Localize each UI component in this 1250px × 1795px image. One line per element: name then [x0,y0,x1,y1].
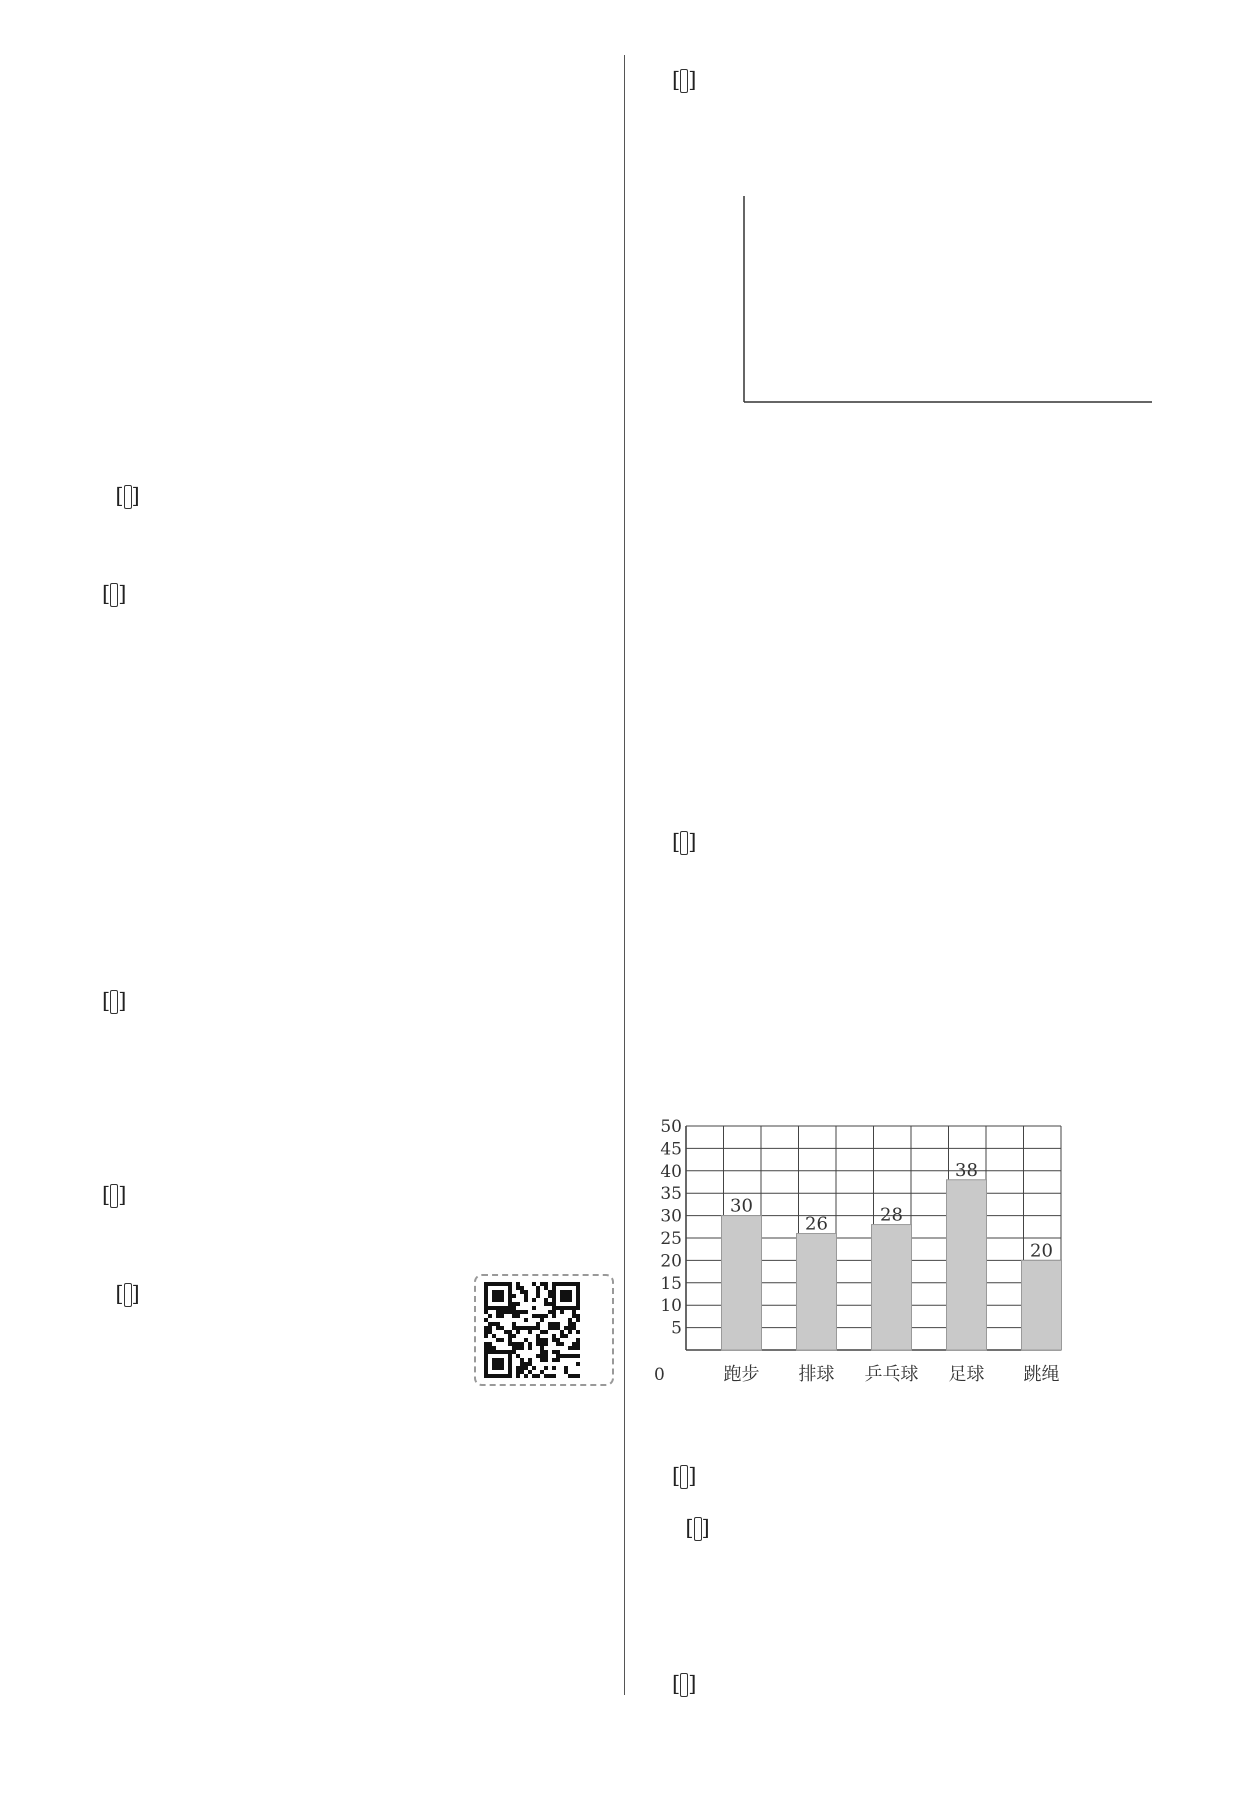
flower-icon [694,891,716,913]
r-q4-answer4-hint: [ ] [672,1672,697,1696]
qr-module [500,1326,504,1330]
qr-module [516,1330,520,1334]
qr-module [508,1330,512,1334]
r-q3-hint-line2 [694,888,716,916]
qr-module [484,1342,488,1346]
qr-module [484,1346,488,1350]
qr-module [516,1314,520,1318]
qr-code-box[interactable] [474,1274,614,1386]
r-q4-category: 排球 [798,1364,835,1385]
qr-module [524,1298,528,1302]
qr-module [536,1342,540,1346]
qr-module [508,1342,512,1346]
qr-module [572,1374,576,1378]
qr-module [516,1370,520,1374]
qr-module [544,1330,548,1334]
qr-module [564,1366,568,1370]
r-q4-chart-categories [724,1364,1060,1385]
r-q4-ytick: 40 [660,1161,682,1182]
r-q4-bar [872,1225,912,1350]
r-q4-category: 跳绳 [1023,1364,1060,1385]
q4-hint-line1: [ ] [102,989,127,1013]
qr-module [540,1342,544,1346]
qr-module [548,1322,552,1326]
hint-label [680,831,688,855]
qr-module [548,1290,552,1294]
qr-module [576,1342,580,1346]
qr-module [552,1326,556,1330]
r-q4-category: 跑步 [723,1364,760,1385]
r-q4-answer3-line1: [ ] [672,1516,710,1540]
qr-module [552,1314,556,1318]
qr-module [544,1366,548,1370]
r-q4-chart-yticks [654,1117,682,1385]
qr-module [548,1302,552,1306]
qr-code-icon [484,1282,580,1378]
qr-module [536,1354,540,1358]
qr-module [560,1310,564,1314]
qr-module [540,1354,544,1358]
qr-module [564,1370,568,1374]
qr-module [512,1334,516,1338]
qr-module [496,1322,500,1326]
qr-module [500,1310,504,1314]
hint-label [680,69,688,93]
qr-module [536,1314,540,1318]
qr-module [544,1298,548,1302]
qr-module [572,1354,576,1358]
hint-label [110,990,118,1014]
pictograph-chart [690,156,1170,440]
qr-module [512,1326,516,1330]
qr-module [568,1354,572,1358]
qr-finder-core [560,1290,572,1302]
qr-module [540,1338,544,1342]
qr-module [540,1346,544,1350]
r-q4-chart-bars [722,1160,1062,1350]
qr-module [576,1346,580,1350]
qr-module [524,1374,528,1378]
qr-module [540,1350,544,1354]
qr-module [484,1330,488,1334]
qr-module [560,1354,564,1358]
qr-module [500,1338,504,1342]
r-q4-bar-label: 28 [880,1204,903,1226]
qr-module [552,1310,556,1314]
qr-module [516,1366,520,1370]
qr-module [568,1322,572,1326]
qr-module [536,1338,540,1342]
r-q4-bar-label: 20 [1030,1240,1053,1262]
qr-module [512,1350,516,1354]
qr-module [532,1366,536,1370]
qr-module [532,1282,536,1286]
qr-module [524,1318,528,1322]
qr-module [556,1342,560,1346]
hint-label [110,583,118,607]
qr-module [552,1358,556,1362]
qr-module [524,1326,528,1330]
hint-label [110,1184,118,1208]
qr-module [512,1302,516,1306]
q3-answer1: [ ] [102,484,140,508]
qr-module [528,1330,532,1334]
qr-module [572,1326,576,1330]
qr-module [556,1350,560,1354]
qr-module [496,1310,500,1314]
r-q3-bar-chart [690,496,1170,802]
qr-module [516,1326,520,1330]
qr-module [504,1330,508,1334]
r-q4-ytick: 15 [660,1273,682,1294]
qr-module [524,1338,528,1342]
qr-module [496,1326,500,1330]
qr-module [544,1314,548,1318]
qr-module [564,1354,568,1358]
qr-module [520,1362,524,1366]
qr-module [548,1310,552,1314]
qr-module [532,1306,536,1310]
qr-module [512,1306,516,1310]
qr-module [512,1294,516,1298]
qr-module [516,1374,520,1378]
qr-module [488,1346,492,1350]
flower-icon [696,831,718,853]
qr-module [528,1370,532,1374]
qr-module [552,1374,556,1378]
qr-module [484,1310,488,1314]
qr-module [488,1322,492,1326]
qr-module [564,1326,568,1330]
r-q4-bar-label: 26 [805,1213,828,1235]
qr-module [536,1322,540,1326]
qr-module [544,1350,548,1354]
qr-module [576,1330,580,1334]
q4-answer2-hint: [ ] [102,1183,127,1207]
r-q4-ytick: 35 [660,1184,682,1205]
r-q4-bar-chart [650,1092,1180,1398]
qr-module [488,1314,492,1318]
qr-module [544,1338,548,1342]
qr-module [484,1326,488,1330]
r-q4-bar [947,1180,987,1350]
qr-module [484,1334,488,1338]
qr-module [548,1326,552,1330]
r-q4-ytick: 5 [671,1318,682,1339]
qr-module [572,1314,576,1318]
qr-finder-core [492,1358,504,1370]
qr-module [540,1282,544,1286]
hint-label [680,1673,688,1697]
q3-answer2-hint: [ ] [102,582,127,606]
qr-module [496,1338,500,1342]
qr-module [492,1346,496,1350]
s2-hbar-chart [90,1462,610,1702]
hint-label [680,1465,688,1489]
qr-module [568,1346,572,1350]
qr-module [568,1374,572,1378]
r-q4-category: 乒乓球 [864,1364,919,1385]
q4-bar-chart [128,620,568,960]
qr-module [500,1314,504,1318]
qr-module [544,1354,548,1358]
qr-module [512,1322,516,1326]
qr-module [524,1366,528,1370]
qr-module [516,1346,520,1350]
qr-module [532,1314,536,1318]
qr-module [536,1290,540,1294]
qr-module [540,1370,544,1374]
qr-module [528,1326,532,1330]
hint-label [124,1283,132,1307]
qr-module [552,1366,556,1370]
qr-module [536,1294,540,1298]
qr-module [520,1358,524,1362]
qr-module [556,1358,560,1362]
qr-module [544,1374,548,1378]
qr-module [520,1290,524,1294]
qr-module [528,1362,532,1366]
qr-module [544,1282,548,1286]
column-divider [624,55,625,1695]
qr-module [508,1310,512,1314]
r-q4-ytick: 20 [660,1251,682,1272]
qr-module [524,1310,528,1314]
qr-module [520,1346,524,1350]
qr-module [540,1314,544,1318]
qr-module [488,1342,492,1346]
qr-module [516,1282,520,1286]
qr-module [556,1338,560,1342]
qr-module [576,1354,580,1358]
r-q4-ytick: 25 [660,1229,682,1249]
qr-module [556,1322,560,1326]
qr-module [552,1322,556,1326]
qr-module [516,1354,520,1358]
qr-module [568,1318,572,1322]
qr-module [520,1366,524,1370]
qr-finder-core [492,1290,504,1302]
qr-module [532,1326,536,1330]
s1-line1: [ ] [102,1282,140,1306]
qr-module [536,1286,540,1290]
qr-module [560,1334,564,1338]
qr-module [540,1318,544,1322]
qr-module [524,1290,528,1294]
qr-module [536,1326,540,1330]
qr-module [536,1374,540,1378]
qr-module [552,1334,556,1338]
qr-module [516,1310,520,1314]
right-top-hint: [ ] [672,68,697,92]
q3-bar-chart [140,150,560,460]
r-q4-answer2-hint: [ ] [672,1464,697,1488]
qr-module [492,1322,496,1326]
r-q4-ytick: 50 [660,1117,682,1137]
qr-module [544,1342,548,1346]
r-q4-bar [797,1234,837,1350]
qr-module [576,1338,580,1342]
qr-module [520,1342,524,1346]
qr-module [488,1326,492,1330]
qr-module [576,1362,580,1366]
r-q4-bar [1022,1260,1062,1350]
qr-module [512,1342,516,1346]
qr-module [532,1374,536,1378]
qr-module [524,1362,528,1366]
qr-module [516,1302,520,1306]
qr-module [572,1342,576,1346]
r-q4-category: 足球 [948,1364,985,1385]
qr-module [544,1302,548,1306]
qr-module [520,1370,524,1374]
qr-module [544,1358,548,1362]
qr-module [520,1326,524,1330]
qr-module [576,1314,580,1318]
qr-module [484,1318,488,1322]
qr-module [512,1346,516,1350]
qr-module [572,1322,576,1326]
qr-module [540,1358,544,1362]
r-q4-bar-label: 38 [955,1159,978,1181]
r-q4-bar-label: 30 [730,1195,753,1217]
qr-module [564,1334,568,1338]
r-q4-ytick: 10 [660,1296,682,1317]
qr-module [488,1330,492,1334]
r-q3-hint-line1: [ ] [672,828,718,857]
qr-module [560,1342,564,1346]
qr-module [556,1326,560,1330]
r-q4-ytick: 0 [654,1365,665,1385]
hint-label [694,1517,702,1541]
qr-module [572,1346,576,1350]
qr-module [552,1338,556,1342]
qr-module [572,1310,576,1314]
qr-module [512,1310,516,1314]
qr-module [520,1310,524,1314]
qr-module [520,1286,524,1290]
qr-module [548,1374,552,1378]
qr-module [492,1334,496,1338]
qr-module [516,1342,520,1346]
qr-module [528,1358,532,1362]
hint-label [124,485,132,509]
qr-module [532,1298,536,1302]
qr-module [512,1314,516,1318]
qr-module [536,1334,540,1338]
qr-module [524,1294,528,1298]
qr-module [548,1294,552,1298]
qr-module [504,1310,508,1314]
qr-module [516,1286,520,1290]
qr-module [560,1330,564,1334]
qr-module [568,1330,572,1334]
qr-module [508,1334,512,1338]
qr-module [528,1342,532,1346]
qr-module [496,1314,500,1318]
qr-module [508,1338,512,1342]
qr-module [576,1374,580,1378]
qr-module [568,1326,572,1330]
r-q4-ytick: 45 [660,1139,682,1160]
qr-module [556,1354,560,1358]
qr-module [544,1286,548,1290]
r-q4-ytick: 30 [660,1206,682,1227]
qr-module [552,1350,556,1354]
qr-module [576,1318,580,1322]
qr-module [540,1330,544,1334]
qr-module [528,1346,532,1350]
r-q4-bar [722,1216,762,1350]
